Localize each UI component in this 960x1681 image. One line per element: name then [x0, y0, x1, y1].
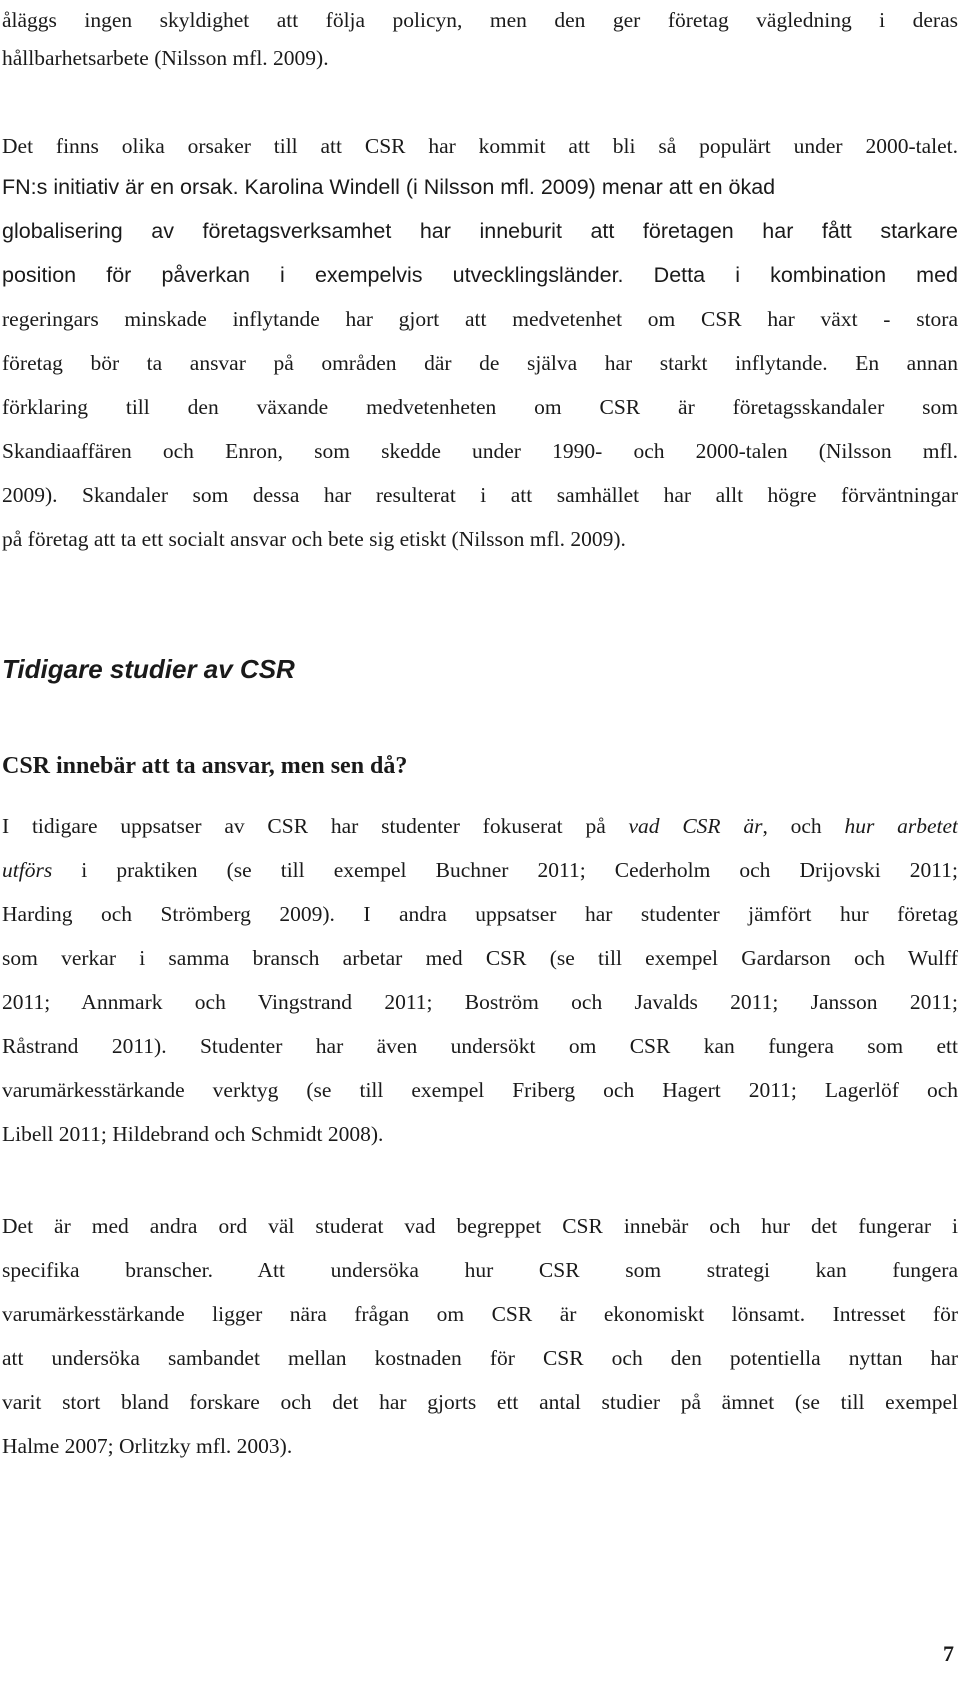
text-line: förklaring till den växande medvetenheten om CSR är företagsskandaler som	[2, 395, 958, 419]
text-line: Det finns olika orsaker till att CSR har kommit att bli så populärt under 2000-talet.	[2, 134, 958, 158]
text-line: företag bör ta ansvar på områden där de själva har starkt inflytande. En annan	[2, 351, 958, 375]
text-line: åläggs ingen skyldighet att följa policyn, men den ger företag vägledning i deras	[2, 8, 958, 32]
text-line: varit stort bland forskare och det har gjorts ett antal studier på ämnet (se till exempel	[2, 1390, 958, 1414]
text-line: regeringars minskade inflytande har gjort att medvetenhet om CSR har växt - stora	[2, 307, 958, 331]
text-line: på företag att ta ett socialt ansvar och bete sig etiskt (Nilsson mfl. 2009).	[2, 527, 626, 551]
text-line: specifika branscher. Att undersöka hur CSR som strategi kan fungera	[2, 1258, 958, 1282]
text-line: varumärkesstärkande verktyg (se till exempel Friberg och Hagert 2011; Lagerlöf och	[2, 1078, 958, 1102]
text-line: 2011; Annmark och Vingstrand 2011; Boström och Javalds 2011; Jansson 2011;	[2, 990, 958, 1014]
text-line: varumärkesstärkande ligger nära frågan om CSR är ekonomiskt lönsamt. Intresset för	[2, 1302, 958, 1326]
text-run: , och	[762, 814, 822, 838]
page-number: 7	[943, 1641, 954, 1666]
subsection-heading: CSR innebär att ta ansvar, men sen då?	[2, 753, 408, 779]
text-run: i praktiken (se till exempel Buchner 2011; Cederholm och Drijovski 2011;	[81, 858, 958, 882]
text-line	[2, 802, 958, 850]
text-line	[2, 846, 958, 894]
text-line: Libell 2011; Hildebrand och Schmidt 2008).	[2, 1122, 384, 1146]
text-line: Det är med andra ord väl studerat vad begreppet CSR innebär och hur det fungerar i	[2, 1214, 958, 1238]
text-line: position för påverkan i exempelvis utvecklingsländer. Detta i kombination med	[2, 263, 958, 287]
text-line: globalisering av företagsverksamhet har inneburit att företagen har fått starkare	[2, 219, 958, 243]
section-heading: Tidigare studier av CSR	[2, 654, 295, 684]
text-line: att undersöka sambandet mellan kostnaden för CSR och den potentiella nyttan har	[2, 1346, 958, 1370]
text-line: Halme 2007; Orlitzky mfl. 2003).	[2, 1434, 293, 1458]
text-run-italic: vad CSR är	[628, 814, 763, 838]
text-line: FN:s initiativ är en orsak. Karolina Windell (i Nilsson mfl. 2009) menar att en ökad	[2, 175, 776, 199]
text-run-italic: utförs	[2, 858, 53, 882]
text-line: som verkar i samma bransch arbetar med CSR (se till exempel Gardarson och Wulff	[2, 946, 958, 970]
text-line: Råstrand 2011). Studenter har även undersökt om CSR kan fungera som ett	[2, 1034, 958, 1058]
text-line: 2009). Skandaler som dessa har resulterat i att samhället har allt högre förväntningar	[2, 483, 958, 507]
text-run: I tidigare uppsatser av CSR har studenter fokuserat på	[2, 814, 606, 838]
text-run-italic: hur arbetet	[844, 814, 958, 838]
text-line: Harding och Strömberg 2009). I andra uppsatser har studenter jämfört hur företag	[2, 902, 958, 926]
text-line: Skandiaaffären och Enron, som skedde under 1990- och 2000-talen (Nilsson mfl.	[2, 439, 958, 463]
text-line: hållbarhetsarbete (Nilsson mfl. 2009).	[2, 46, 329, 70]
